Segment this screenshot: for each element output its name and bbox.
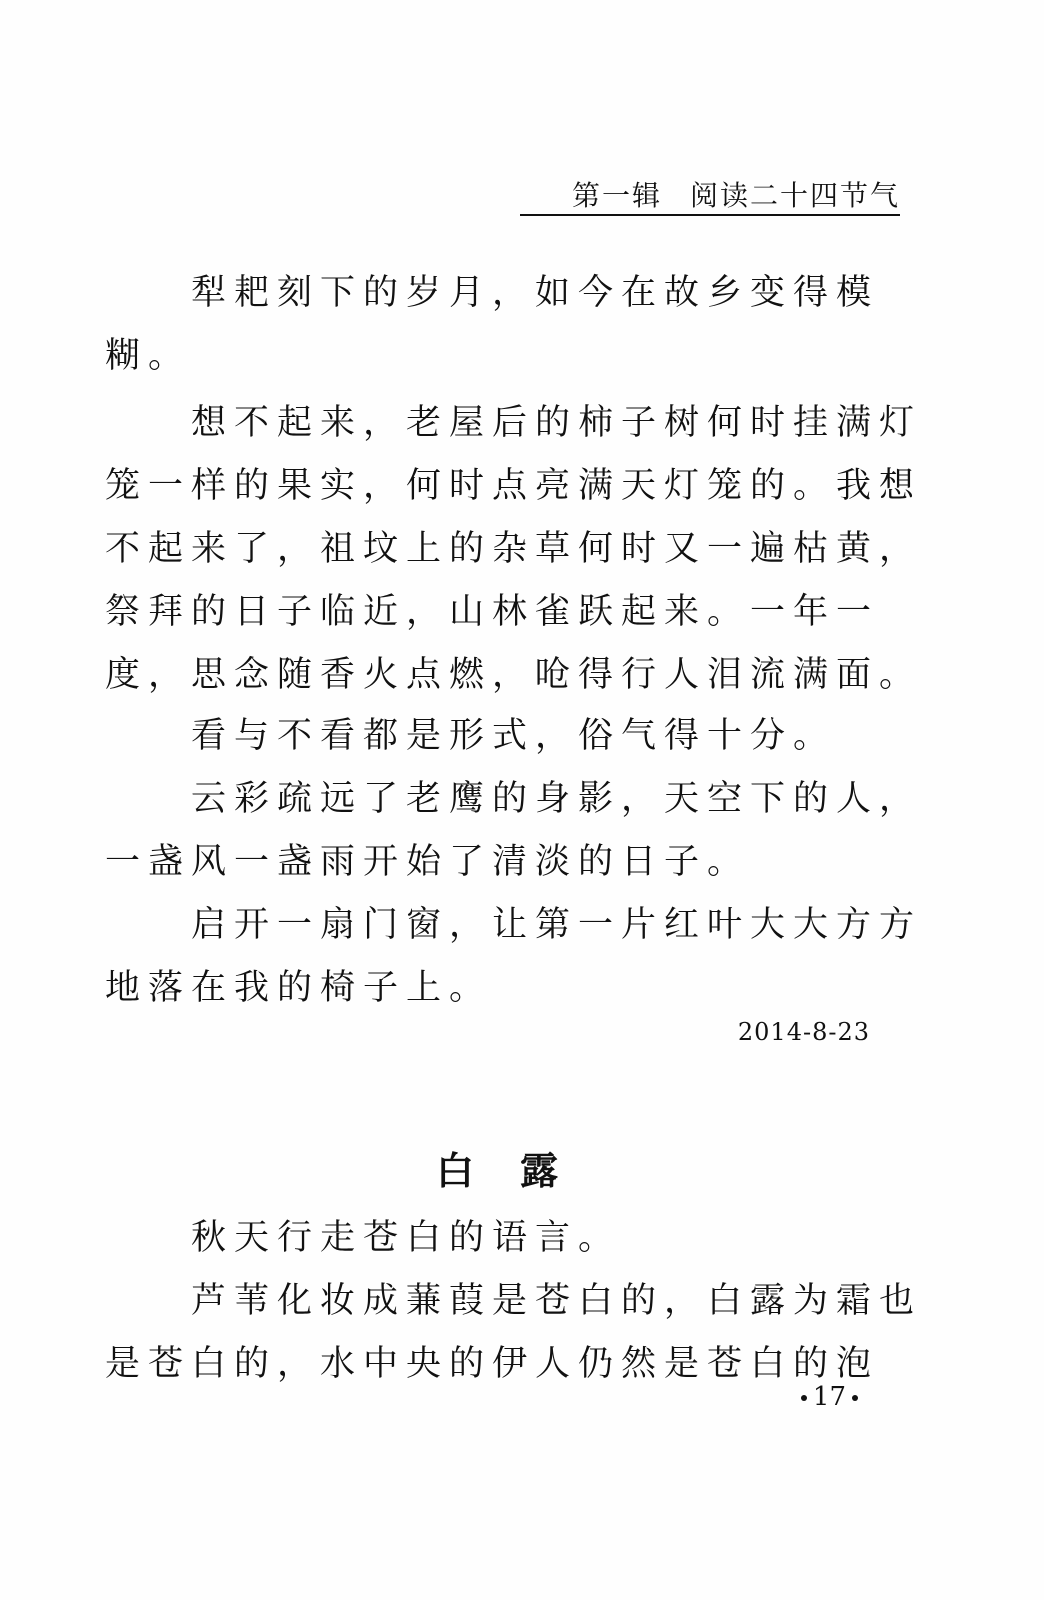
bullet-dot <box>801 1395 807 1401</box>
text-line: 祭拜的日子临近，山林雀跃起来。一年一 <box>105 592 880 632</box>
text-line: 一盏风一盏雨开始了清淡的日子。 <box>105 842 751 882</box>
text-line: 启开一扇门窗，让第一片红叶大大方方 <box>191 905 923 945</box>
paragraph-2 <box>105 392 923 707</box>
header-title: 阅读二十四节气 <box>689 179 900 212</box>
text-line: 度，思念随香火点燃，呛得行人泪流满面。 <box>105 655 923 695</box>
section-paragraph-1 <box>105 1207 900 1270</box>
page-number <box>795 1382 864 1412</box>
paragraph-3 <box>105 705 900 768</box>
paragraph-1 <box>105 262 900 388</box>
page-number-value: 17 <box>812 1382 846 1412</box>
running-header <box>520 170 900 216</box>
text-line: 犁耙刻下的岁月，如今在故乡变得模 <box>191 273 880 313</box>
text-line: 不起来了，祖坟上的杂草何时又一遍枯黄， <box>105 529 923 569</box>
text-line: 芦苇化妆成蒹葭是苍白的，白露为霜也 <box>191 1281 923 1321</box>
header-text <box>572 174 900 214</box>
text-line: 云彩疏远了老鹰的身影，天空下的人， <box>191 779 923 819</box>
text-line: 地落在我的椅子上。 <box>105 968 493 1008</box>
text-line: 想不起来，老屋后的柿子树何时挂满灯 <box>191 403 923 443</box>
header-part: 第一辑 <box>571 179 662 212</box>
section-title: 白露 <box>436 1148 605 1193</box>
text-line: 糊。 <box>105 336 192 376</box>
bullet-dot <box>852 1395 858 1401</box>
date-stamp: 2014-8-23 <box>737 1018 870 1046</box>
text-line: 看与不看都是形式，俗气得十分。 <box>191 716 837 756</box>
text-line: 笼一样的果实，何时点亮满天灯笼的。我想 <box>105 466 923 506</box>
paragraph-4 <box>105 768 923 894</box>
text-line: 是苍白的，水中央的伊人仍然是苍白的泡 <box>105 1344 880 1384</box>
paragraph-5 <box>105 894 923 1020</box>
text-line: 秋天行走苍白的语言。 <box>191 1218 622 1258</box>
section-paragraph-2 <box>105 1270 923 1396</box>
